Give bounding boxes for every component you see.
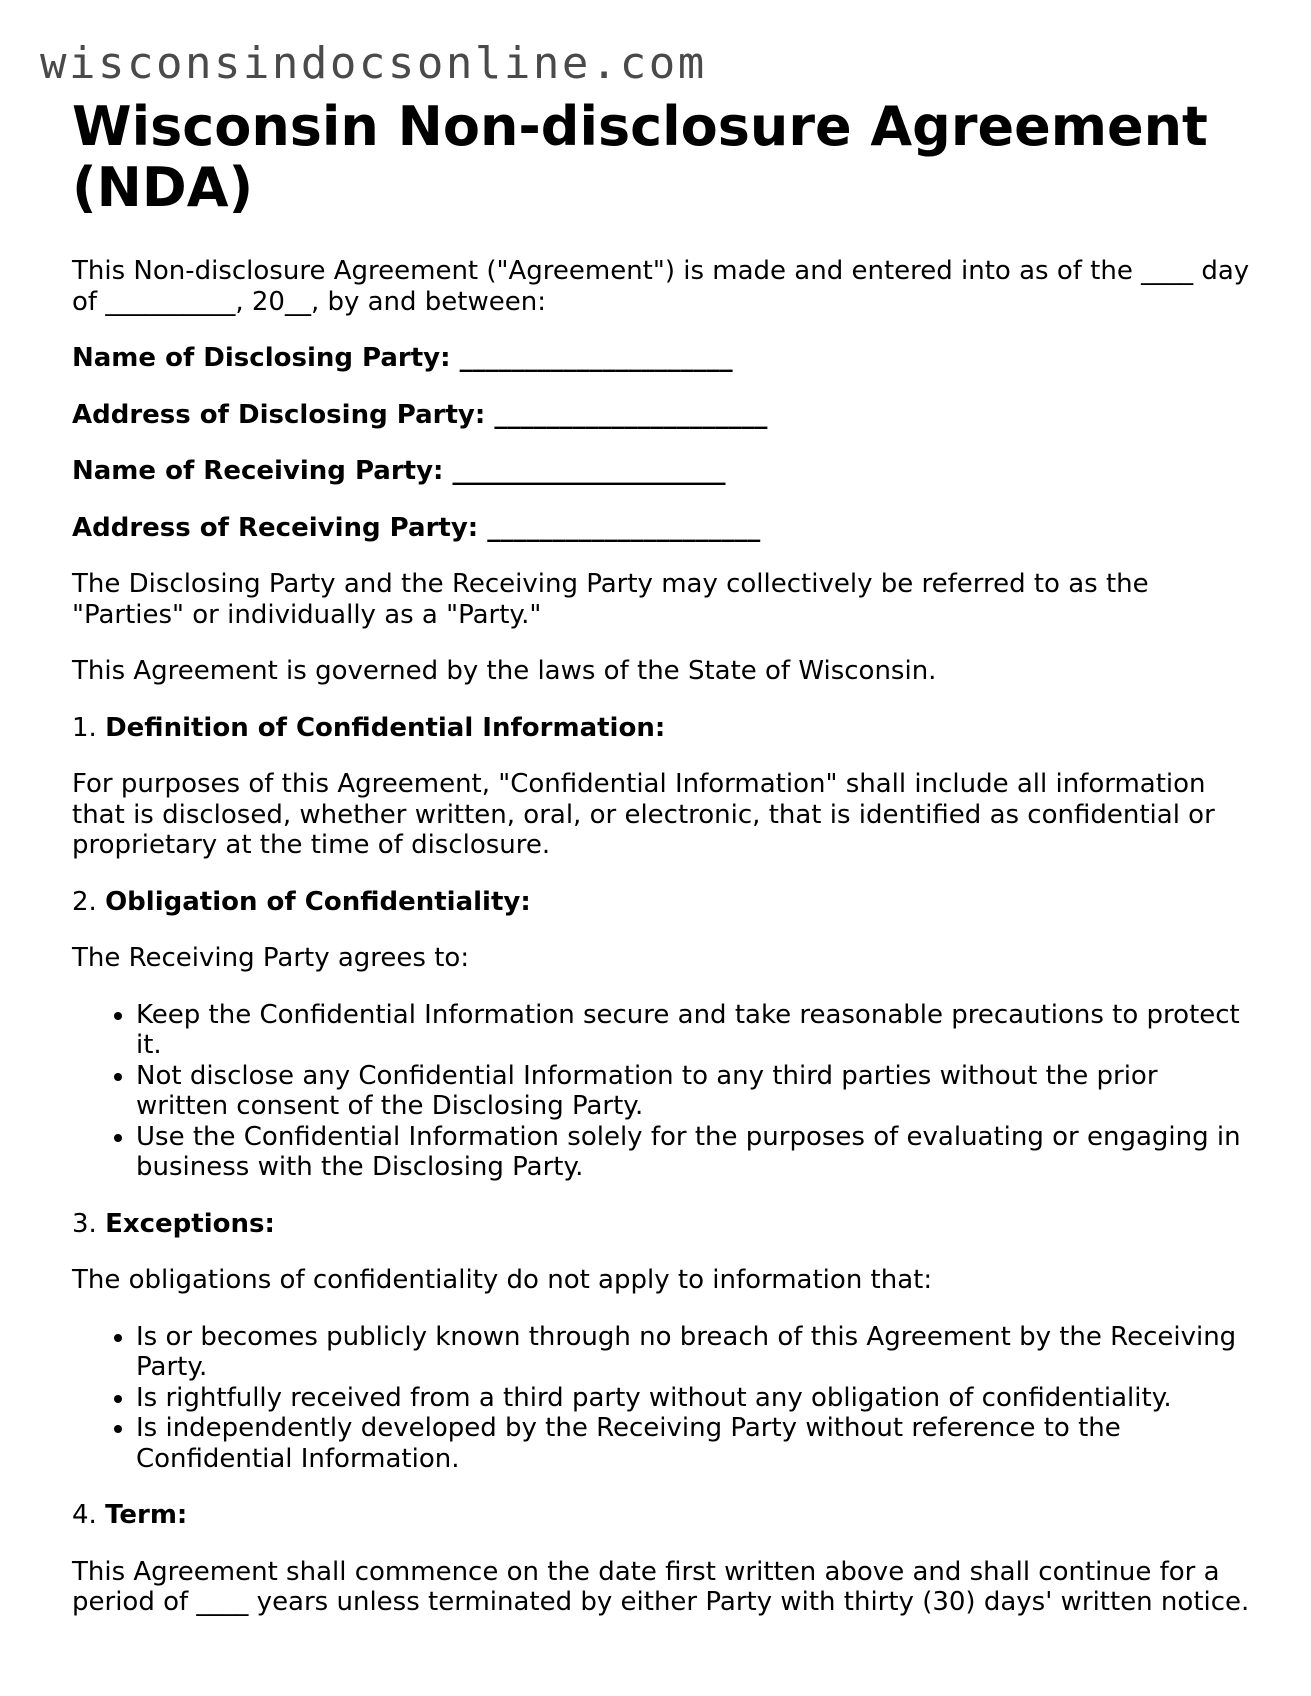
field-receiving-address <box>72 513 1252 544</box>
section-number: 2. <box>72 886 97 917</box>
section-heading-2 <box>72 887 1252 918</box>
section-heading-1 <box>72 713 1252 744</box>
field-disclosing-address <box>72 400 1252 431</box>
page-title: Wisconsin Non-disclosure Agreement (NDA) <box>72 95 1208 219</box>
intro-paragraph: This Non-disclosure Agreement ("Agreement") is made and entered into as of the ____ day of __________, 20__, by and between: <box>72 256 1250 317</box>
section-body-1: For purposes of this Agreement, "Confidential Information" shall include all information that is disclosed, whether written, oral, or electronic, that is identified as confidential or proprietary at the time of disclosure. <box>72 769 1215 860</box>
section-title: Term: <box>105 1500 188 1530</box>
field-blank: _____________________ <box>459 343 733 373</box>
field-disclosing-name <box>72 343 1252 374</box>
field-label: Address of Disclosing Party: <box>72 399 486 430</box>
list-item: • Is rightfully received from a third party without any obligation of confidentiality. <box>136 1383 1252 1414</box>
section-number: 1. <box>72 712 97 743</box>
governing-law-paragraph: This Agreement is governed by the laws of the State of Wisconsin. <box>72 656 937 686</box>
watermark: wisconsindocsonline.com <box>40 38 707 89</box>
section-number: 3. <box>72 1208 97 1239</box>
list-item: • Keep the Confidential Information secure and take reasonable precautions to protect it. <box>136 1000 1252 1061</box>
section-body-2: The Receiving Party agrees to: <box>72 943 470 973</box>
field-blank: _____________________ <box>487 512 761 543</box>
list-item: • Not disclose any Confidential Information to any third parties without the prior written consent of the Disclosing Party. <box>136 1061 1252 1122</box>
list-item: • Is or becomes publicly known through no breach of this Agreement by the Receiving Party. <box>136 1322 1252 1383</box>
field-blank: _____________________ <box>494 399 768 430</box>
section-title: Exceptions: <box>105 1208 275 1239</box>
parties-paragraph: The Disclosing Party and the Receiving Party may collectively be referred to as the "Parties" or individually as a "Party." <box>72 569 1149 630</box>
section-body-4: This Agreement shall commence on the date first written above and shall continue for a period of ____ years unless terminated by either Party with thirty (30) days' written notice. <box>72 1556 1250 1617</box>
field-blank: _____________________ <box>452 456 726 486</box>
list-item: • Use the Confidential Information solely for the purposes of evaluating or engaging in business with the Disclosing Party. <box>136 1122 1252 1183</box>
field-label: Address of Receiving Party: <box>72 512 479 543</box>
exceptions-list <box>72 1322 1252 1475</box>
list-item: • Is independently developed by the Receiving Party without reference to the Confidential Information. <box>136 1413 1252 1474</box>
section-number: 4. <box>72 1500 97 1530</box>
field-receiving-name <box>72 456 1252 487</box>
section-body-3: The obligations of confidentiality do not apply to information that: <box>72 1265 933 1295</box>
document-page <box>72 96 1252 1618</box>
obligations-list <box>72 1000 1252 1183</box>
section-heading-4 <box>72 1500 1252 1531</box>
section-heading-3 <box>72 1209 1252 1240</box>
field-label: Name of Disclosing Party: <box>72 343 451 373</box>
section-title: Obligation of Confidentiality: <box>105 886 531 917</box>
field-label: Name of Receiving Party: <box>72 456 444 486</box>
section-title: Definition of Confidential Information: <box>105 712 666 743</box>
